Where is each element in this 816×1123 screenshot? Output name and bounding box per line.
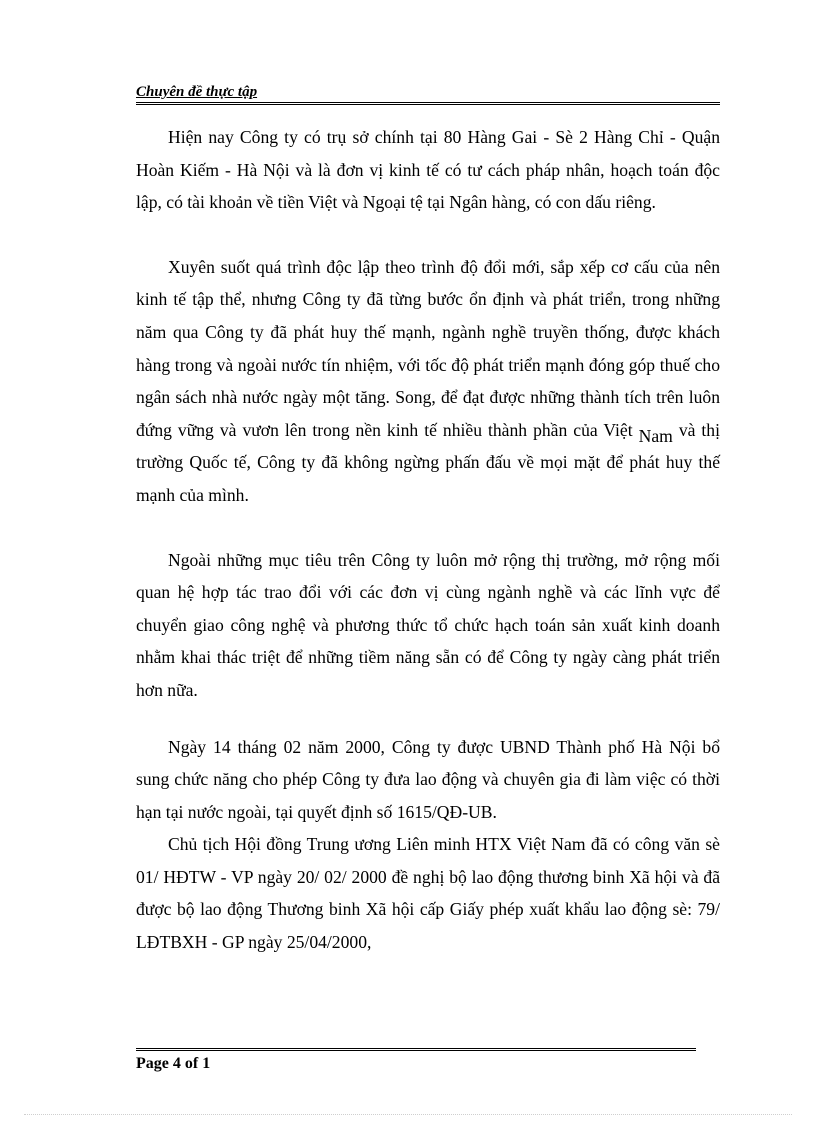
paragraph-development	[136, 251, 720, 512]
paragraph-labour-export-license: Chủ tịch Hội đồng Trung ương Liên minh HTX Việt Nam đã có công văn sè 01/ HĐTW - VP ngày 20/ 02/ 2000 đề nghị bộ lao động thương binh Xã hội và đã được bộ lao động Thương binh Xã hội cấp Giấy phép xuất khẩu lao động sè: 79/ LĐTBXH - GP ngày 25/04/2000,	[136, 834, 720, 953]
paragraph-development-text-a: Xuyên suốt quá trình độc lập theo trình độ đổi mới, sắp xếp cơ cấu của nên kinh tế tập thể, nhưng Công ty đã từng bước ổn định và phát triển, trong những năm qua Công ty đã phát huy thế mạnh, ngành nghề truyền thống, được khách hàng trong và ngoài nước tín nhiệm, với tốc độ phát triển mạnh đóng góp thuế cho ngân sách nhà nước ngày một tăng. Song, để đạt được những thành tích trên luôn đứng vững và vươn lên trong nền kinh tế nhiều thành phần của Việt	[136, 256, 720, 440]
page-number: Page 4 of 1	[136, 1055, 211, 1072]
page-edge-divider	[24, 1114, 792, 1115]
footer-divider	[136, 1048, 696, 1053]
header-title: Chuyên đề thực tập	[136, 84, 258, 100]
paragraph-market-expansion: Ngoài những mục tiêu trên Công ty luôn mở rộng thị trường, mở rộng mối quan hệ hợp tác trao đổi với các đơn vị cùng ngành nghề và các lĩnh vực để chuyển giao công nghệ và phương thức tổ chức hạch toán sản xuất kinh doanh nhằm khai thác triệt để những tiềm năng sẵn có để Công ty ngày càng phát triển hơn nữa.	[136, 549, 720, 700]
paragraph-office-address: Hiện nay Công ty có trụ sở chính tại 80 Hàng Gai - Sè 2 Hàng Chỉ - Quận Hoàn Kiếm - Hà Nội và là đơn vị kinh tế có tư cách pháp nhân, hoạch toán độc lập, có tài khoản về tiền Việt và Ngoại tệ tại Ngân hàng, có con dấu riêng.	[136, 127, 720, 213]
page-header	[136, 80, 720, 105]
paragraph-development-text-b: và thị trường Quốc tế, Công ty đã không ngừng phấn đấu về mọi mặt để phát huy thế mạnh của mình.	[136, 419, 720, 505]
document-body	[136, 121, 720, 959]
paragraph-development-subscript: Nam	[638, 425, 673, 446]
paragraph-decision-1615: Ngày 14 tháng 02 năm 2000, Công ty được UBND Thành phố Hà Nội bổ sung chức năng cho phép Công ty đưa lao động và chuyên gia đi làm việc có thời hạn tại nước ngoài, tại quyết định số 1615/QĐ-UB.	[136, 736, 720, 822]
